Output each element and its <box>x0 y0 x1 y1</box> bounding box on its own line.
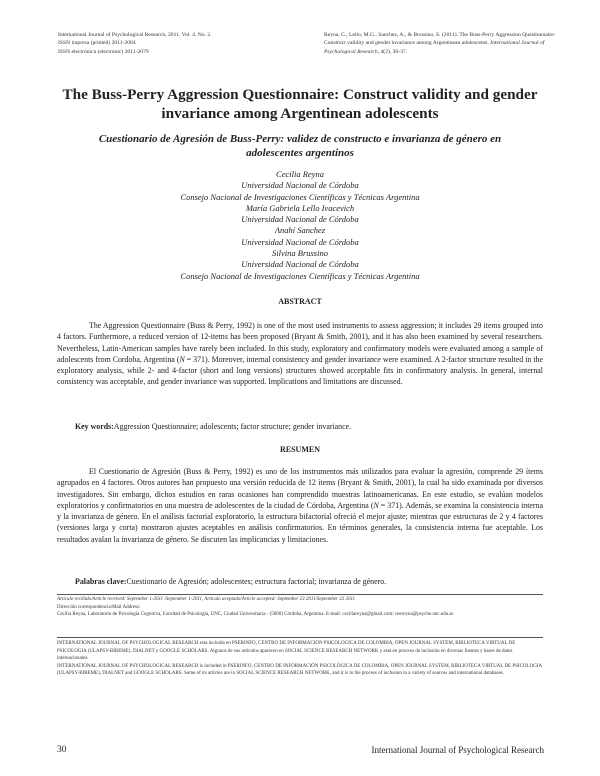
resumen-heading: RESUMEN <box>279 445 320 454</box>
footer-journal-name: International Journal of Psychological Research <box>371 745 544 755</box>
footnote-divider <box>57 594 543 595</box>
indexing-notes <box>57 640 543 678</box>
journal-header-left <box>58 31 308 56</box>
abstract-text: = 371). Moreover, internal consistency and gender invariance were examined. A 2-factor structure resulted in the exploratory analysis, while 2- and 4-factor (short and long versions) structures showed acceptable fits in confirmatory analysis. In general, internal consistency was acceptable, and gender invariance was supported. Implications and limitations are discussed. <box>57 354 543 387</box>
author-name: Silvina Brussino <box>272 248 328 259</box>
author-affiliation: Universidad Nacional de Córdoba <box>241 214 359 225</box>
journal-volume: International Journal of Psychological Research, 2011. Vol. 4. No. 2. <box>58 32 212 38</box>
resumen-text: = 371). Además, se examina la consistencia interna y la invarianza de género. En el análisis factorial exploratorio, la estructura bifactorial ofreció el mejor ajuste; mientras que estructuras de 2 y 4 factores (versiones larga y corta) mostraron ajustes aceptables en análisis confirmatorios. En términos generales, la consistencia interna fue aceptable. Los resultados avalan la invarianza de género. Se discuten las implicancias y limitaciones. <box>57 500 543 544</box>
palabras-label: Palabras clave: <box>75 577 127 586</box>
author-affiliation: Consejo Nacional de Investigaciones Científicas y Técnicas Argentina <box>180 270 420 281</box>
author-affiliation: Consejo Nacional de Investigaciones Científicas y Técnicas Argentina <box>180 191 420 202</box>
abstract-body <box>57 320 543 388</box>
citation-issue: (2), 30-37. <box>383 48 408 55</box>
received-dates: Artículo recibido/Article received: September 1-2011 /September 1-2011, Artículo aceptado/Article accepted: September 23 2011/September 23 2011 <box>57 597 356 602</box>
author-name: María Gabriela Lello Ivacevich <box>245 202 355 213</box>
resumen-body <box>57 466 543 545</box>
palabras-clave <box>75 577 545 586</box>
palabras-text: Cuestionario de Agresión; adolescentes; estructura factorial; invarianza de género. <box>126 577 387 586</box>
keywords-text: Aggression Questionnaire; adolescents; factor structure; gender invariance. <box>113 422 352 431</box>
paper-subtitle-spanish: Cuestionario de Agresión de Buss-Perry: validez de constructo e invarianza de género en adolescentes argentinos <box>98 133 502 159</box>
author-name: Cecilia Reyna <box>276 169 324 179</box>
author-list <box>60 169 540 282</box>
citation-journal: International Journal of Psychological Research, 4 <box>324 40 545 55</box>
correspondence-address: Cecilia Reyna, Laboratorio de Psicología Cognitiva, Facultad de Psicología, UNC, Ciudad Universitaria - (5000) Córdoba, Argentina. E-mail: ceciliareyna@gmail.com/ ceereyna@psyche.unc.edu.ar <box>57 612 454 618</box>
indexing-english: INTERNATIONAL JOURNAL OF PSYCHOLOGICAL RESEARCH is included in PSERINFO, CENTRO DE INFORMACIÓN PSICOLÓGICA DE COLOMBIA, OPEN JOURNAL SYSTEM, BIBLIOTECA VIRTUAL DE PSICOLOGIA (ULAPSY-BIREME), DIALNET and GOOGLE SCHOLARS. Some of its articles are in SOCIAL SCIENCE RESEARCH NETWORK, and it is in the process of inclusion in a variety of sources and international databases. <box>57 663 542 677</box>
sample-size-label: N <box>373 500 379 510</box>
issn-printed: ISSN impresa (printed) 2011-2084 <box>58 40 136 47</box>
indexing-spanish: INTERNATIONAL JOURNAL OF PSYCHOLOGICAL RESEARCH esta incluida en PSERINFO, CENTRO DE INFORMACION PSICOLOGICA DE COLOMBIA, OPEN JOURNAL SYSTEM, BIBLIOTECA VIRTUAL DE PSICOLOGIA (ULAPSY-BIREME), DIALNET y GOOGLE SCHOLARS. Algunos de sus artículos aparecen en SOCIAL SCIENCE RESEARCH NETWORK y está en proceso de inclusión en diversas fuentes y bases de datos internacionales. <box>57 641 516 662</box>
abstract-text: The Aggression Questionnaire (Buss & Perry, 1992) is one of the most used instruments to assess aggression; it includes 29 items grouped into 4 factors. Furthermore, a reduced version of 12-items has been proposed (Bryant & Smith, 2001), and it has also been examined by several researchers. Nevertheless, Latin-American samples have rarely been included. In this study, exploratory and confirmatory models were evaluated among a sample of adolescents from Cordoba, Argentina ( <box>57 321 543 364</box>
address-label: Dirección correspondencia/Mail Address: <box>57 604 141 610</box>
citation-text: Reyna, C., Lello, M.G., Sanchez, A., & Brussino, S. (2011). The Buss-Perry Aggression Questionnaire: Construct validity and gender invariance among Argentinean adolescents. <box>324 32 556 47</box>
abstract-heading: ABSTRACT <box>278 297 322 306</box>
footnote-divider <box>57 637 543 638</box>
sample-size-label: N <box>179 354 185 364</box>
footnotes <box>57 596 543 619</box>
citation-header <box>324 31 556 56</box>
keywords-label: Key words: <box>75 422 114 431</box>
author-affiliation: Universidad Nacional de Córdoba <box>241 259 359 270</box>
author-name: Anahí Sanchez <box>274 225 326 236</box>
author-affiliation: Universidad Nacional de Córdoba <box>241 180 359 191</box>
page-number: 30 <box>57 745 67 755</box>
resumen-text: El Cuestionario de Agresión (Buss & Perry, 1992) es uno de los instrumentos más utilizados para evaluar la agresión, comprende 29 ítems agrupados en 4 factores. Otros autores han propuesto una versión reducida de 12 ítems (Bryant & Smith, 2001), la cual ha sido examinada por diversos investigadores. Sin embargo, dichos estudios en raras ocasiones han comprendido muestras latinoamericanas. En este estudio, se evalúan modelos exploratorios y confirmatorios en una muestra de adolescentes de la ciudad de Córdoba, Argentina ( <box>57 467 543 510</box>
paper-title: The Buss-Perry Aggression Questionnaire: Construct validity and gender invariance among Argentinean adolescents <box>62 86 538 122</box>
issn-electronic: ISSN electrónica (electronic) 2011-2079 <box>58 48 149 55</box>
keywords <box>75 422 545 431</box>
author-affiliation: Universidad Nacional de Córdoba <box>241 236 359 247</box>
